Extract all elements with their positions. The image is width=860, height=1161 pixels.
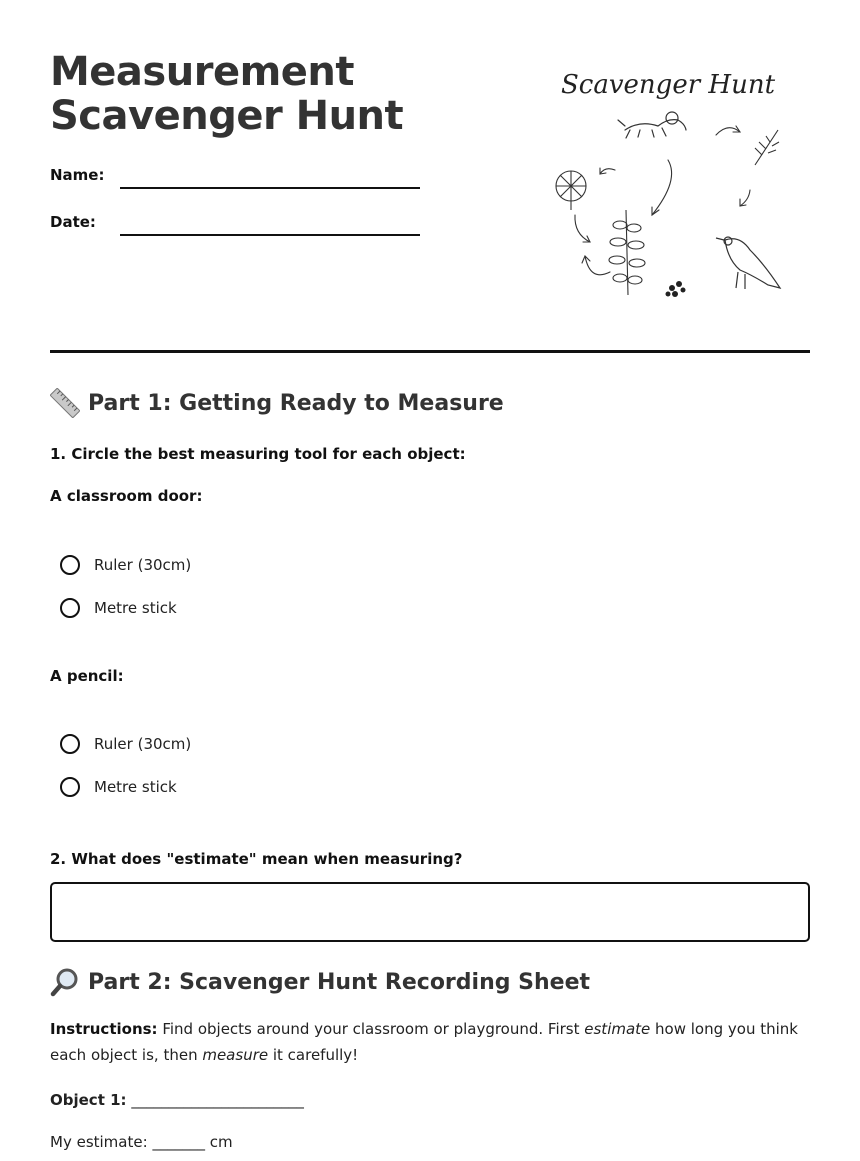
estimate-blank[interactable]: _______: [152, 1133, 205, 1151]
bird-sketch: [716, 237, 780, 289]
question-2: 2. What does "estimate" mean when measuring?: [50, 850, 463, 868]
option-label: Ruler (30cm): [94, 556, 192, 574]
option-pencil-ruler[interactable]: [60, 734, 191, 754]
part2-heading: [50, 967, 590, 997]
estimate-line[interactable]: [50, 1133, 233, 1151]
instructions-text-2: how long you think each object is, then: [50, 1020, 798, 1064]
instructions-emphasis-2: measure: [202, 1046, 269, 1064]
date-field-line[interactable]: [120, 234, 420, 236]
header-divider: [50, 350, 810, 353]
title-line-1: Measurement: [50, 49, 354, 95]
magnifying-glass-icon: [50, 967, 80, 997]
arrow-sketches: [575, 126, 750, 275]
instructions-paragraph: [50, 1016, 810, 1068]
estimate-label: My estimate:: [50, 1133, 148, 1151]
question-1: 1. Circle the best measuring tool for each object:: [50, 445, 466, 463]
leaf-sketch: [755, 130, 779, 165]
pawprint-sketch: [666, 281, 686, 297]
radio-circle[interactable]: [60, 555, 80, 575]
object-1-blank[interactable]: _______________________: [131, 1091, 304, 1109]
part1-heading: [50, 388, 504, 418]
radio-circle[interactable]: [60, 598, 80, 618]
page-title: [50, 50, 403, 138]
option-label: Ruler (30cm): [94, 735, 192, 753]
radio-circle[interactable]: [60, 734, 80, 754]
flower-sketch: [556, 171, 586, 210]
instructions-text-3: it carefully!: [268, 1046, 359, 1064]
name-field-line[interactable]: [120, 187, 420, 189]
option-pencil-metre-stick[interactable]: [60, 777, 177, 797]
instructions-emphasis-1: estimate: [584, 1020, 651, 1038]
animal-sketch: [618, 112, 686, 138]
object-1-line[interactable]: [50, 1091, 304, 1109]
estimate-unit: cm: [209, 1133, 233, 1151]
option-label: Metre stick: [94, 599, 177, 617]
object-1-label: Object 1:: [50, 1091, 127, 1109]
ruler-icon: [50, 388, 80, 418]
group-2-label: A pencil:: [50, 667, 124, 685]
group-1-label: A classroom door:: [50, 487, 203, 505]
part1-heading-text: Part 1: Getting Ready to Measure: [88, 390, 504, 416]
option-door-metre-stick[interactable]: [60, 598, 177, 618]
illustration-caption: Scavenger Hunt: [560, 70, 776, 100]
date-label: Date:: [50, 213, 96, 231]
estimate-answer-box[interactable]: [50, 882, 810, 942]
title-line-2: Scavenger Hunt: [50, 93, 404, 139]
instructions-label: Instructions:: [50, 1020, 158, 1038]
radio-circle[interactable]: [60, 777, 80, 797]
scavenger-hunt-illustration: [540, 60, 790, 305]
part2-heading-text: Part 2: Scavenger Hunt Recording Sheet: [88, 969, 591, 995]
name-label: Name:: [50, 166, 105, 184]
option-label: Metre stick: [94, 778, 177, 796]
instructions-text-1: Find objects around your classroom or playground. First: [157, 1020, 585, 1038]
option-door-ruler[interactable]: [60, 555, 191, 575]
plant-sketch: [609, 210, 645, 295]
